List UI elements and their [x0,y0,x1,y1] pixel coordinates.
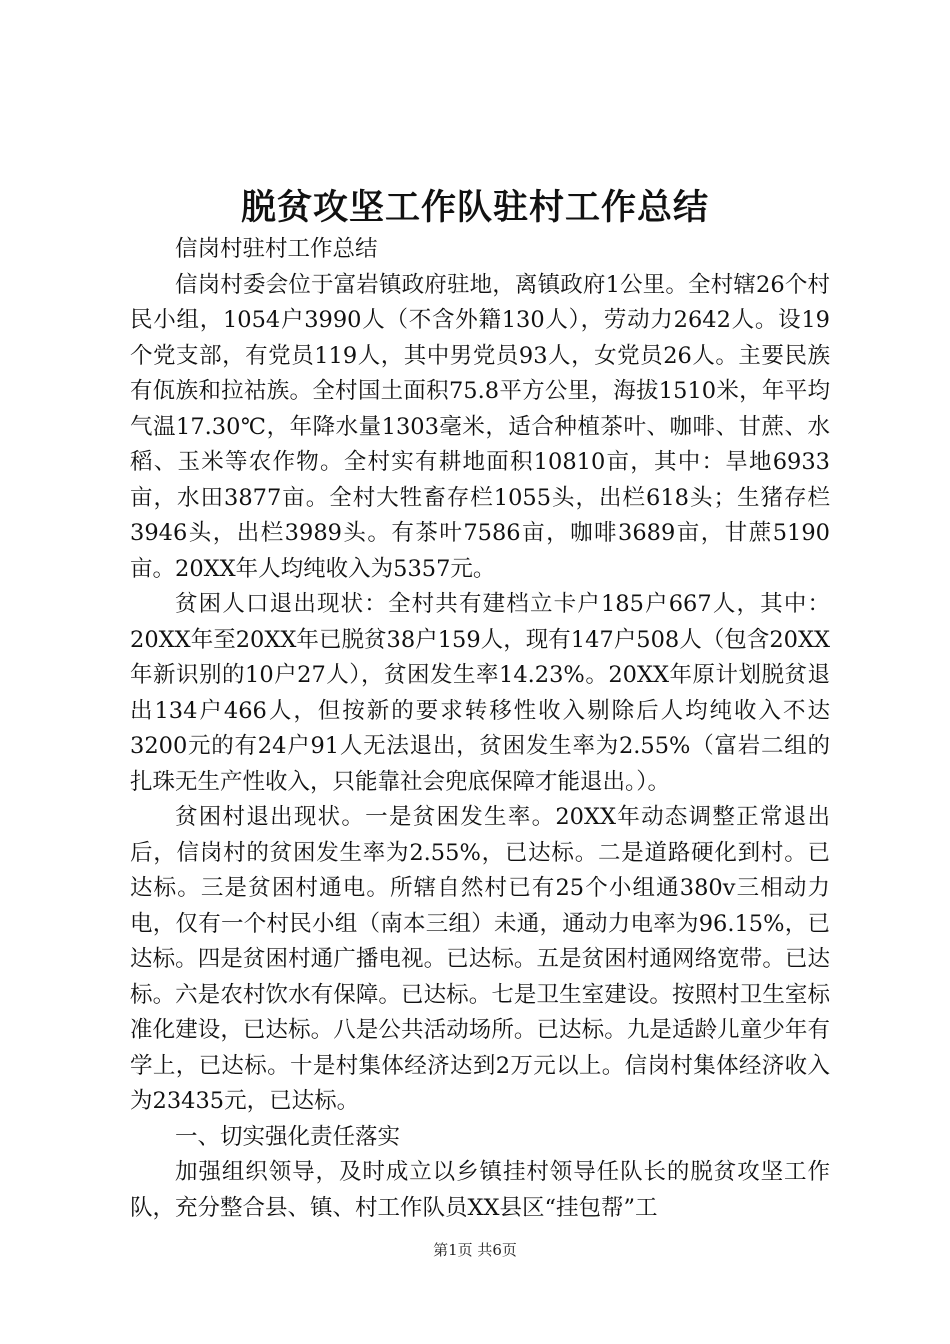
paragraph-village-overview: 信岗村委会位于富岩镇政府驻地，离镇政府1公里。全村辖26个村民小组，1054户3990人（不含外籍130人），劳动力2642人。设19个党支部，有党员119人，其中男党员93人，女党员26人。主要民族有佤族和拉祜族。全村国土面积75.8平方公里，海拔1510米，年平均气温17.30℃，年降水量1303毫米，适合种植茶叶、咖啡、甘蔗、水稻、玉米等农作物。全村实有耕地面积10810亩，其中：旱地6933亩，水田3877亩。全村大牲畜存栏1055头，出栏618头；生猪存栏3946头，出栏3989头。有茶叶7586亩，咖啡3689亩，甘蔗5190亩。20XX年人均纯收入为5357元。 [130,271,830,582]
subtitle: 信岗村驻村工作总结 [175,236,378,262]
document-title: 脱贫攻坚工作队驻村工作总结 [240,187,709,228]
document-body [130,232,830,1226]
paragraph-village-exit-status: 贫困村退出现状。一是贫困发生率。20XX年动态调整正常退出后，信岗村的贫困发生率为2.55%，已达标。二是道路硬化到村。已达标。三是贫困村通电。所辖自然村已有25个小组通380v三相动力电，仅有一个村民小组（南本三组）未通，通动力电率为96.15%，已达标。四是贫困村通广播电视。已达标。五是贫困村通网络宽带。已达标。六是农村饮水有保障。已达标。七是卫生室建设。按照村卫生室标准化建设，已达标。八是公共活动场所。已达标。九是适龄儿童少年有学上，已达标。十是村集体经济达到2万元以上。信岗村集体经济收入为23435元，已达标。 [130,804,830,1114]
paragraph-organization: 加强组织领导，及时成立以乡镇挂村领导任队长的脱贫攻坚工作队，充分整合县、镇、村工作队员XX县区“挂包帮”工 [130,1159,830,1221]
page-footer: 第1页 共6页 [433,1241,517,1259]
paragraph-poverty-population: 贫困人口退出现状：全村共有建档立卡户185户667人，其中：20XX年至20XX年已脱贫38户159人，现有147户508人（包含20XX年新识别的10户27人），贫困发生率14.23%。20XX年原计划脱贫退出134户466人，但按新的要求转移性收入剔除后人均纯收入不达3200元的有24户91人无法退出，贫困发生率为2.55%（富岩二组的扎珠无生产性收入，只能靠社会兜底保障才能退出。）。 [130,591,830,795]
section-heading: 一、切实强化责任落实 [175,1123,401,1150]
